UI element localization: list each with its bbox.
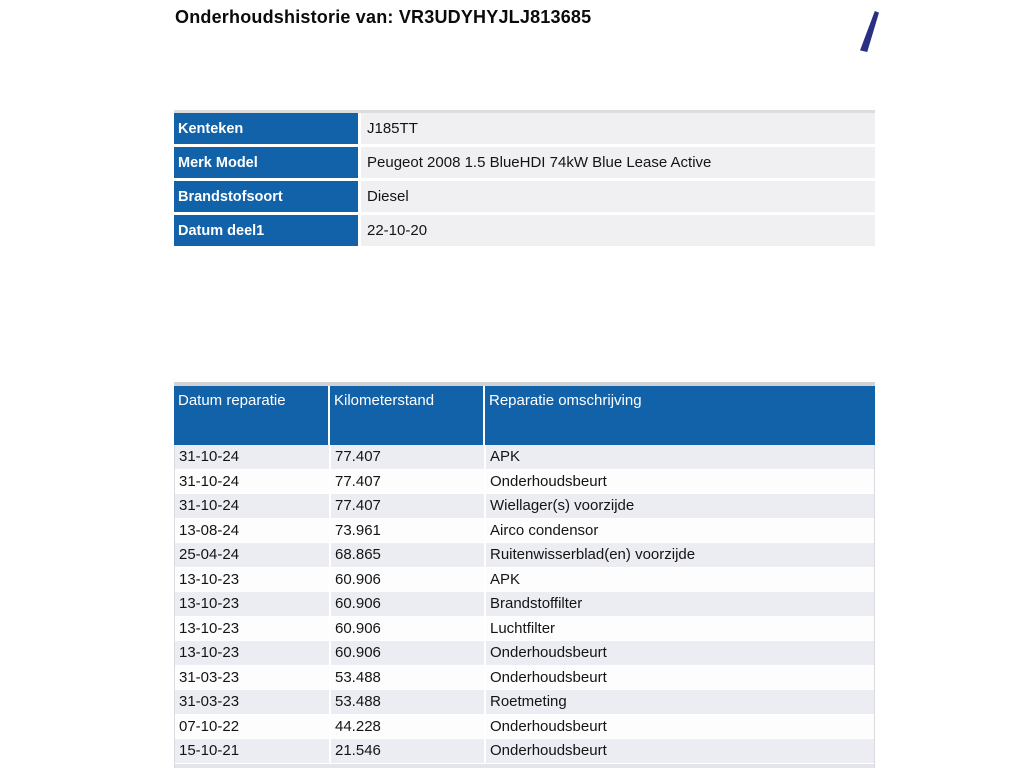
vehicle-info-label: Brandstofsoort	[174, 181, 358, 212]
cell-datum-reparatie: 15-10-21	[175, 739, 329, 763]
vehicle-info-value: Peugeot 2008 1.5 BlueHDI 74kW Blue Lease Active	[361, 147, 875, 178]
vehicle-info-value: 22-10-20	[361, 215, 875, 246]
cell-reparatie-omschrijving: Roetmeting	[486, 690, 874, 714]
cell-datum-reparatie: 13-08-24	[175, 519, 329, 543]
vehicle-info-row	[174, 147, 875, 178]
cell-kilometerstand: 68.865	[331, 543, 484, 567]
repair-history-table	[174, 382, 875, 768]
cell-datum-reparatie: 13-10-23	[175, 592, 329, 616]
cell-reparatie-omschrijving: Onderhoudsbeurt	[486, 470, 874, 494]
cell-kilometerstand: 60.906	[331, 568, 484, 592]
repair-history-row	[175, 690, 874, 714]
cell-datum-reparatie: 31-10-24	[175, 445, 329, 469]
repair-history-row	[175, 543, 874, 567]
clipped-next-row	[175, 764, 874, 768]
vehicle-info-row	[174, 181, 875, 212]
vehicle-info-label: Merk Model	[174, 147, 358, 178]
column-header-datum-reparatie: Datum reparatie	[174, 386, 328, 445]
cell-datum-reparatie: 31-03-23	[175, 690, 329, 714]
cell-datum-reparatie: 13-10-23	[175, 568, 329, 592]
cell-kilometerstand: 60.906	[331, 641, 484, 665]
cell-kilometerstand: 60.906	[331, 592, 484, 616]
cell-reparatie-omschrijving: Onderhoudsbeurt	[486, 739, 874, 763]
cell-kilometerstand: 77.407	[331, 494, 484, 518]
repair-history-body	[174, 445, 875, 768]
cell-datum-reparatie: 25-04-24	[175, 543, 329, 567]
cell-datum-reparatie: 07-10-22	[175, 715, 329, 739]
repair-history-row	[175, 470, 874, 494]
vehicle-info-table	[174, 110, 875, 246]
repair-history-row	[175, 445, 874, 469]
cell-kilometerstand: 73.961	[331, 519, 484, 543]
vehicle-info-value: Diesel	[361, 181, 875, 212]
column-header-kilometerstand: Kilometerstand	[330, 386, 483, 445]
repair-history-row	[175, 641, 874, 665]
cell-datum-reparatie: 31-10-24	[175, 494, 329, 518]
column-header-reparatie-omschrijving: Reparatie omschrijving	[485, 386, 875, 445]
cell-reparatie-omschrijving: Onderhoudsbeurt	[486, 641, 874, 665]
cell-kilometerstand: 77.407	[331, 470, 484, 494]
repair-history-row	[175, 739, 874, 763]
repair-history-row	[175, 568, 874, 592]
cell-kilometerstand: 60.906	[331, 617, 484, 641]
cell-reparatie-omschrijving: Onderhoudsbeurt	[486, 666, 874, 690]
repair-history-row	[175, 519, 874, 543]
repair-history-row	[175, 617, 874, 641]
repair-history-header	[174, 386, 875, 445]
cell-kilometerstand: 21.546	[331, 739, 484, 763]
vehicle-info-row	[174, 113, 875, 144]
cell-kilometerstand: 53.488	[331, 666, 484, 690]
vehicle-info-label: Kenteken	[174, 113, 358, 144]
page-title: Onderhoudshistorie van: VR3UDYHYJLJ813685	[175, 7, 592, 27]
vehicle-info-value: J185TT	[361, 113, 875, 144]
cell-reparatie-omschrijving: APK	[486, 445, 874, 469]
cell-kilometerstand: 53.488	[331, 690, 484, 714]
repair-history-row	[175, 592, 874, 616]
cell-datum-reparatie: 31-03-23	[175, 666, 329, 690]
repair-history-row	[175, 715, 874, 739]
cell-datum-reparatie: 13-10-23	[175, 641, 329, 665]
repair-history-row	[175, 666, 874, 690]
cell-datum-reparatie: 13-10-23	[175, 617, 329, 641]
cell-reparatie-omschrijving: Brandstoffilter	[486, 592, 874, 616]
cell-reparatie-omschrijving: Onderhoudsbeurt	[486, 715, 874, 739]
repair-history-row	[175, 494, 874, 518]
cell-reparatie-omschrijving: APK	[486, 568, 874, 592]
cell-reparatie-omschrijving: Ruitenwisserblad(en) voorzijde	[486, 543, 874, 567]
cell-reparatie-omschrijving: Wiellager(s) voorzijde	[486, 494, 874, 518]
vehicle-info-label: Datum deel1	[174, 215, 358, 246]
cell-datum-reparatie: 31-10-24	[175, 470, 329, 494]
cell-kilometerstand: 44.228	[331, 715, 484, 739]
brand-logo-slash-icon	[860, 11, 879, 52]
cell-kilometerstand: 77.407	[331, 445, 484, 469]
cell-reparatie-omschrijving: Airco condensor	[486, 519, 874, 543]
cell-reparatie-omschrijving: Luchtfilter	[486, 617, 874, 641]
vehicle-info-row	[174, 215, 875, 246]
